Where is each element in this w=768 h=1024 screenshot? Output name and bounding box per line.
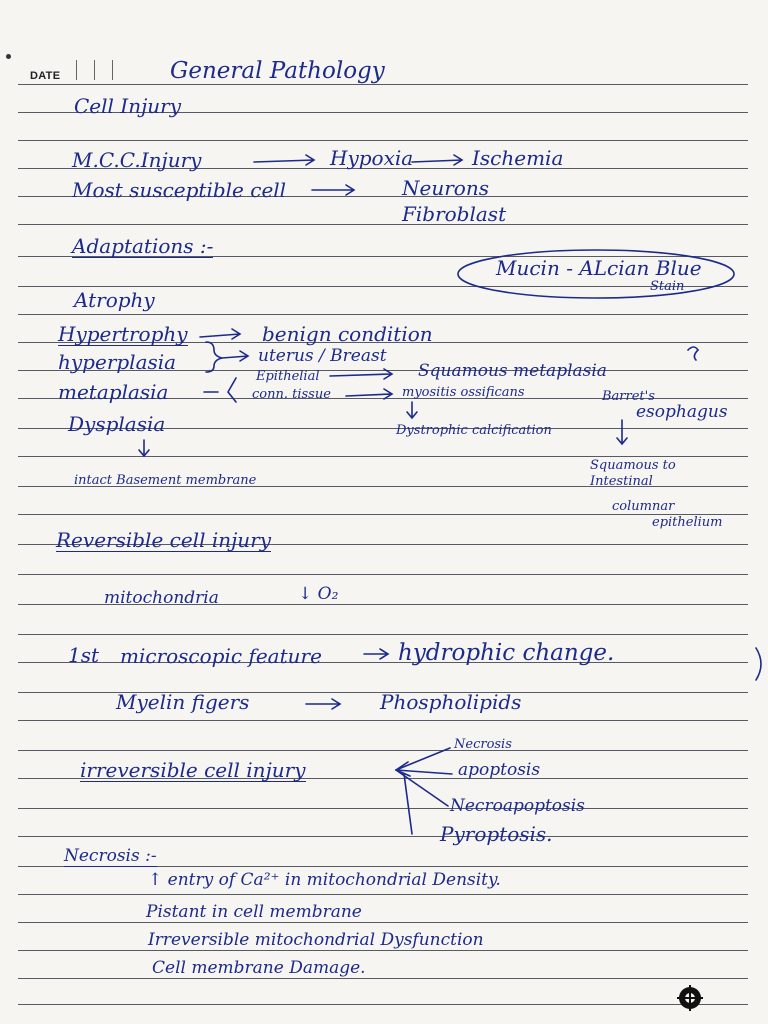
hydrophic-text: hydrophic change. bbox=[398, 640, 615, 666]
irreversible-mito-text: Irreversible mitochondrial Dysfunction bbox=[148, 930, 484, 950]
branch-line bbox=[396, 748, 450, 770]
columnar-text: columnar bbox=[612, 499, 675, 514]
fibroblast-text: Fibroblast bbox=[402, 202, 507, 226]
hypertrophy-text: Hypertrophy bbox=[58, 322, 188, 346]
arrow-icon bbox=[306, 699, 340, 709]
bracket-icon bbox=[204, 378, 236, 402]
dystrophic-text: Dystrophic calcification bbox=[396, 423, 552, 438]
neurons-text: Neurons bbox=[402, 176, 489, 200]
reversible-heading: Reversible cell injury bbox=[56, 528, 272, 552]
page-title: General Pathology bbox=[170, 58, 385, 84]
arrow-icon bbox=[200, 329, 240, 339]
benign-text: benign condition bbox=[262, 322, 433, 346]
mucin-text: Mucin - ALcian Blue bbox=[496, 256, 702, 280]
branch-line bbox=[404, 774, 412, 834]
down-arrow-icon bbox=[617, 420, 627, 444]
membrane-damage-text: Cell membrane Damage. bbox=[152, 958, 366, 978]
barrets-text: Barret's bbox=[602, 389, 655, 404]
pistant-text: Pistant in cell membrane bbox=[146, 902, 362, 922]
arrow-icon bbox=[254, 155, 314, 165]
stain-text: Stain bbox=[650, 279, 685, 294]
brace-icon bbox=[206, 342, 222, 372]
curl-mark bbox=[688, 347, 698, 360]
necrosis-branch-text: Necrosis bbox=[454, 737, 512, 752]
irreversible-heading: irreversible cell injury bbox=[80, 758, 306, 782]
mcc-injury-text: M.C.C.Injury bbox=[72, 148, 202, 172]
mucin-ellipse bbox=[458, 250, 734, 298]
epithelial-text: Epithelial bbox=[256, 369, 320, 384]
first-text: 1st bbox=[68, 643, 100, 667]
dysplasia-text: Dysplasia bbox=[68, 412, 166, 436]
squamous-text: Squamous metaplasia bbox=[418, 361, 607, 381]
down-arrow-icon bbox=[407, 402, 417, 418]
ischemia-text: Ischemia bbox=[472, 146, 564, 170]
adaptations-heading: Adaptations :- bbox=[72, 234, 214, 258]
brand-stamp-icon bbox=[676, 984, 704, 1012]
o2-text: ↓ O₂ bbox=[298, 584, 339, 604]
microscopic-feature-text: microscopic feature bbox=[120, 644, 322, 668]
conn-tissue-text: conn. tissue bbox=[252, 387, 331, 402]
hyperplasia-text: hyperplasia bbox=[58, 350, 177, 374]
myositis-text: myositis ossificans bbox=[402, 385, 525, 400]
necroapoptosis-text: Necroapoptosis bbox=[450, 796, 585, 816]
down-arrow-icon bbox=[139, 440, 149, 456]
squamous-to-intestinal-text: Squamous to Intestinal bbox=[590, 458, 676, 489]
apoptosis-text: apoptosis bbox=[458, 760, 541, 780]
arrow-icon bbox=[412, 155, 462, 165]
most-susceptible-text: Most susceptible cell bbox=[72, 178, 287, 202]
date-label: DATE bbox=[30, 70, 61, 82]
arrow-icon bbox=[364, 649, 388, 659]
edge-mark bbox=[756, 648, 761, 680]
pyroptosis-text: Pyroptosis. bbox=[440, 822, 553, 846]
arrow-icon bbox=[330, 369, 392, 379]
hypoxia-text: Hypoxia bbox=[330, 146, 414, 170]
phospholipids-text: Phospholipids bbox=[380, 690, 522, 714]
cell-injury-heading: Cell Injury bbox=[74, 94, 182, 118]
myelin-text: Myelin figers bbox=[116, 690, 250, 714]
metaplasia-text: metaplasia bbox=[58, 380, 169, 404]
uterus-text: uterus / Breast bbox=[258, 346, 387, 366]
esophagus-text: esophagus bbox=[636, 402, 728, 422]
necrosis-heading: Necrosis :- bbox=[64, 846, 157, 866]
arrow-icon bbox=[346, 389, 392, 399]
atrophy-text: Atrophy bbox=[74, 288, 155, 312]
epithelium-text: epithelium bbox=[652, 515, 723, 530]
entry-calcium-text: ↑ entry of Ca²⁺ in mitochondrial Density. bbox=[148, 870, 501, 890]
arrow-icon bbox=[222, 351, 248, 361]
mitochondria-text: mitochondria bbox=[104, 588, 219, 608]
arrow-icon bbox=[312, 185, 354, 195]
intact-membrane-text: intact Basement membrane bbox=[74, 473, 257, 488]
